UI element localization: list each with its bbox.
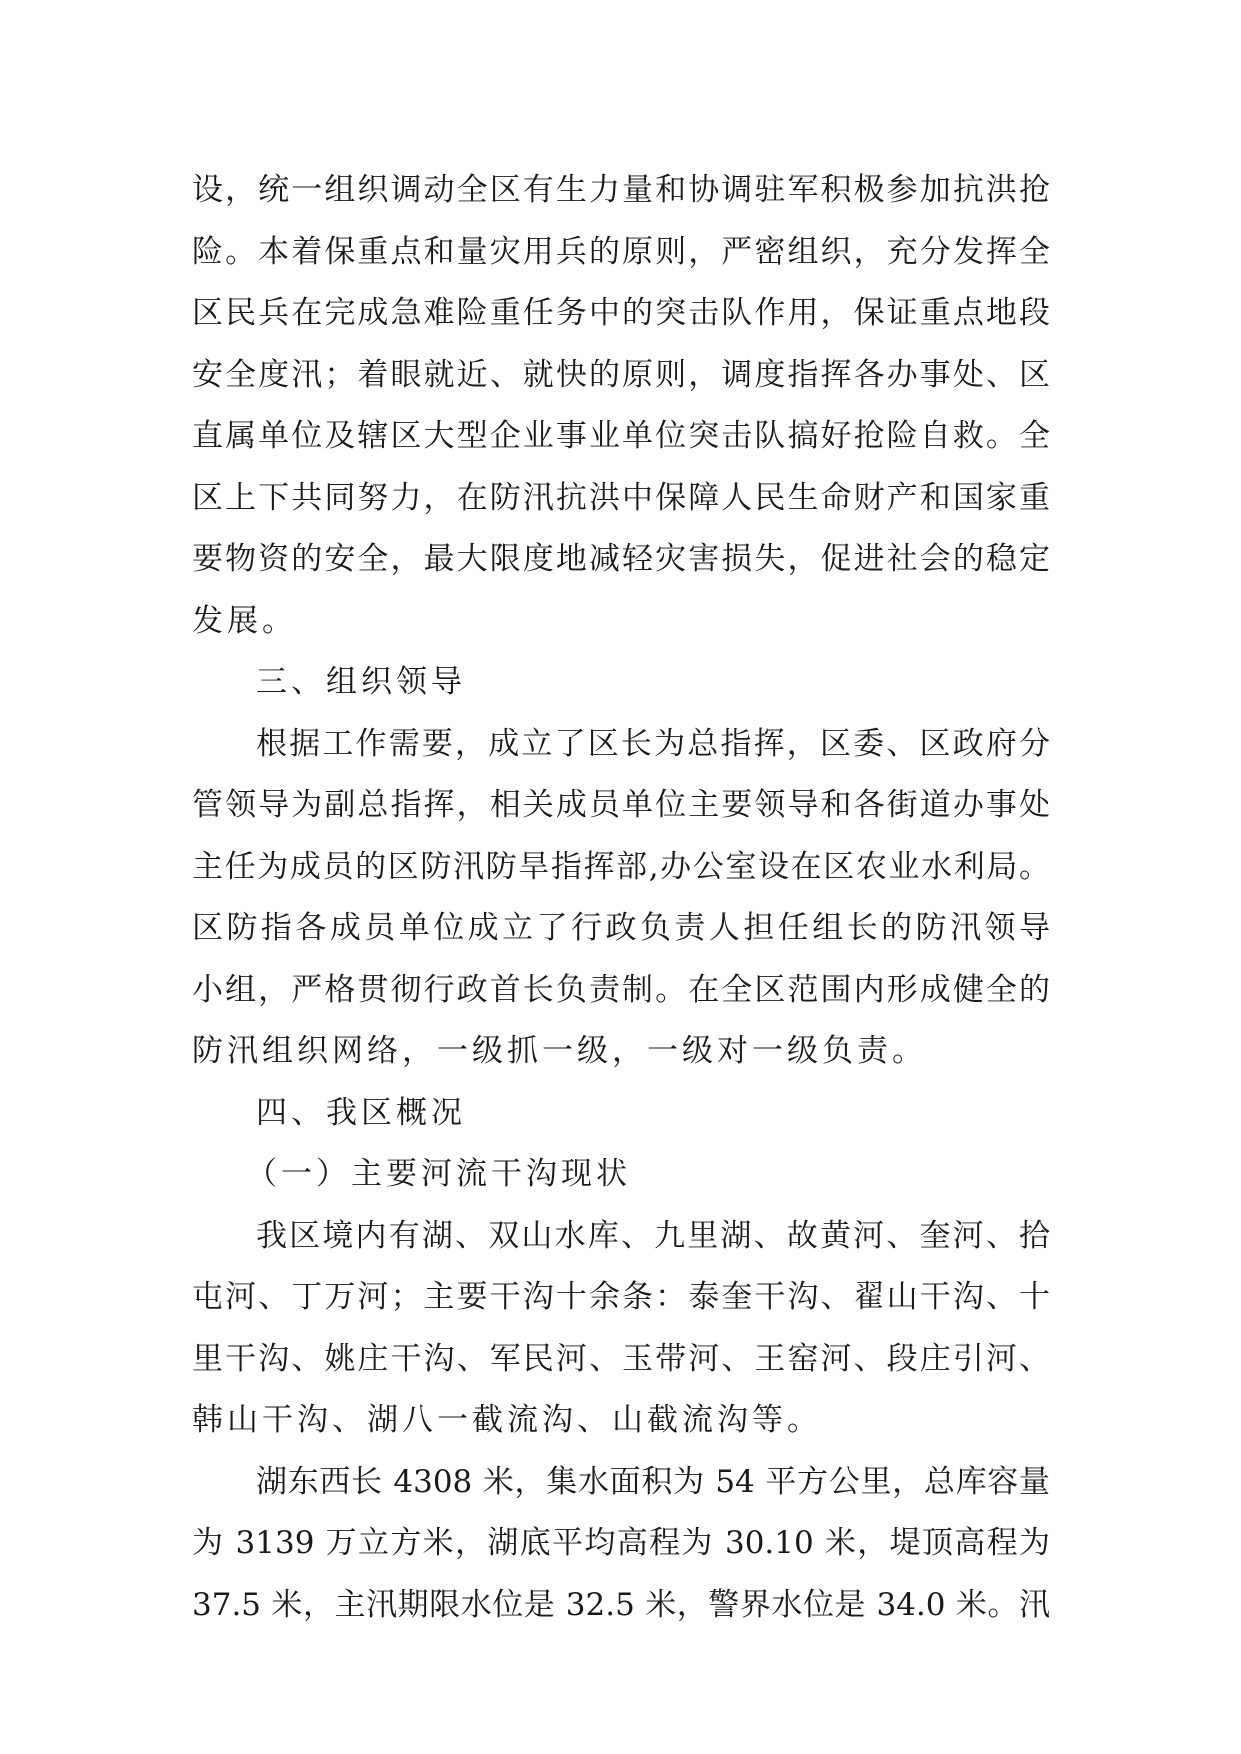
text-line: 防汛组织网络，一级抓一级，一级对一级负责。 (192, 1033, 927, 1069)
section-heading: 三、组织领导 (256, 664, 466, 700)
text-line: 主任为成员的区防汛防旱指挥部,办公室设在区农业水利局。 (192, 848, 1050, 885)
text-line: 要物资的安全，最大限度地减轻灾害损失，促进社会的稳定 (192, 541, 1050, 577)
text-line: 小组，严格贯彻行政首长负责制。在全区范围内形成健全的 (192, 971, 1050, 1008)
text-line: 里干沟、姚庄干沟、军民河、玉带河、王窑河、段庄引河、 (192, 1340, 1050, 1377)
text-line: 设，统一组织调动全区有生力量和协调驻军积极参加抗洪抢 (192, 172, 1050, 208)
text-line: 为 3139 万立方米，湖底平均高程为 30.10 米，堤顶高程为 (192, 1525, 1050, 1561)
text-line: 湖东西长 4308 米，集水面积为 54 平方公里，总库容量 (256, 1463, 1050, 1500)
text-line: 区民兵在完成急难险重任务中的突击队作用，保证重点地段 (192, 295, 1050, 331)
text-line: 我区境内有湖、双山水库、九里湖、故黄河、奎河、拾 (256, 1217, 1050, 1254)
text-line: 屯河、丁万河；主要干沟十余条：泰奎干沟、翟山干沟、十 (192, 1279, 1050, 1315)
text-line: 直属单位及辖区大型企业事业单位突击队搞好抢险自救。全 (192, 418, 1050, 454)
subsection-heading: （一）主要河流干沟现状 (246, 1156, 631, 1192)
text-line: 管领导为副总指挥，相关成员单位主要领导和各街道办事处 (192, 787, 1050, 823)
text-line: 区上下共同努力，在防汛抗洪中保障人民生命财产和国家重 (192, 479, 1050, 516)
text-line: 韩山干沟、湖八一截流沟、山截流沟等。 (192, 1402, 822, 1438)
text-line: 37.5 米，主汛期限水位是 32.5 米，警界水位是 34.0 米。汛 (192, 1586, 1050, 1623)
section-heading: 四、我区概况 (256, 1094, 466, 1131)
text-line: 安全度汛；着眼就近、就快的原则，调度指挥各办事处、区 (192, 356, 1050, 393)
text-line: 险。本着保重点和量灾用兵的原则，严密组织，充分发挥全 (192, 233, 1050, 270)
text-line: 区防指各成员单位成立了行政负责人担任组长的防汛领导 (192, 910, 1050, 946)
text-line: 根据工作需要，成立了区长为总指挥，区委、区政府分 (256, 725, 1050, 762)
document-page (192, 160, 1050, 1636)
text-line: 发展。 (192, 602, 297, 639)
